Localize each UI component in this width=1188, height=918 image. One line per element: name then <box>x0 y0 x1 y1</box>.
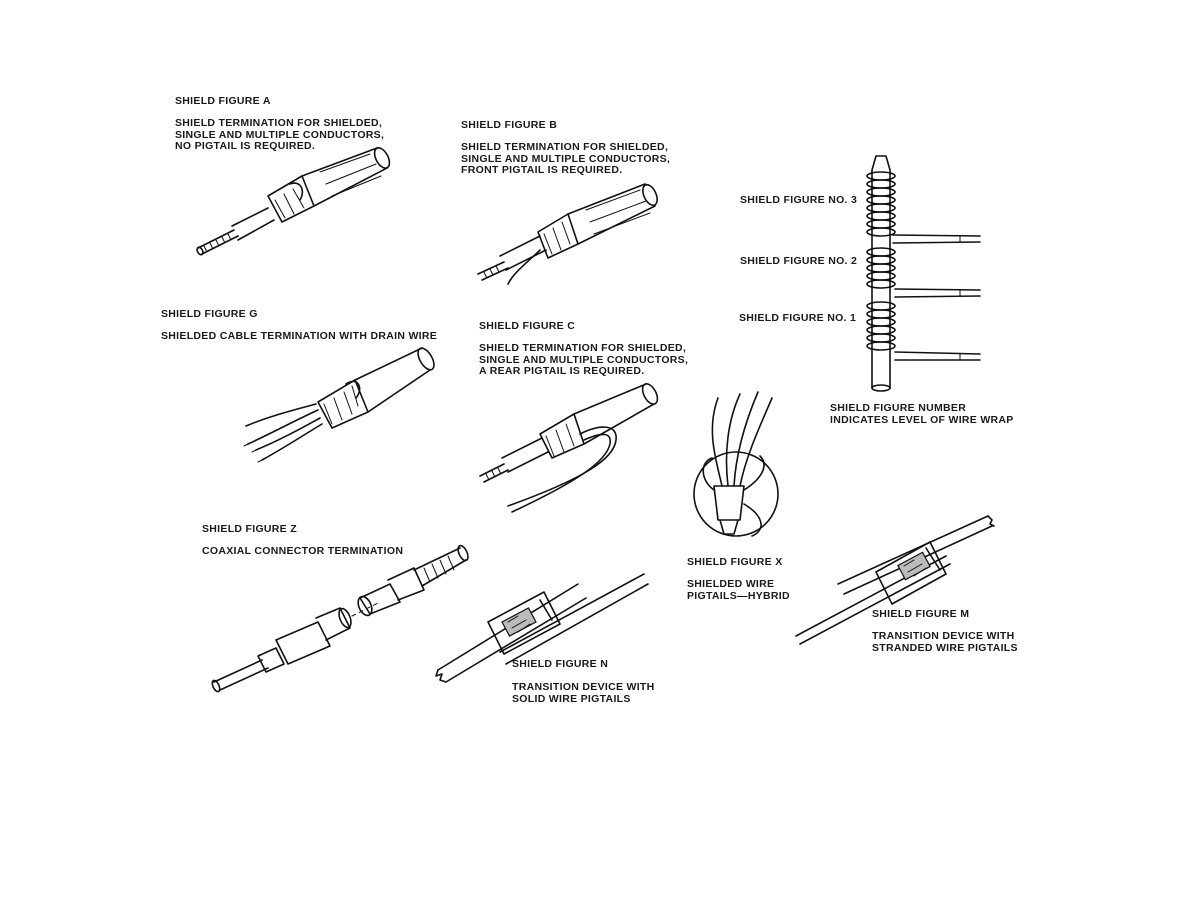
figure-b-line-2: SINGLE AND MULTIPLE CONDUCTORS, <box>461 152 671 165</box>
figure-a-line-1: SHIELD TERMINATION FOR SHIELDED, <box>175 117 383 129</box>
figure-a-line-2: SINGLE AND MULTIPLE CONDUCTORS, <box>175 128 385 141</box>
figure-g-title: SHIELD FIGURE G <box>161 308 258 320</box>
figure-m-description <box>872 631 1018 654</box>
figure-n-title: SHIELD FIGURE N <box>512 658 609 670</box>
wire-wrap-illustration <box>867 156 980 391</box>
wrap-level-2-label: SHIELD FIGURE NO. 2 <box>740 255 858 267</box>
wrap-line-2: INDICATES LEVEL OF WIRE WRAP <box>830 413 1014 426</box>
figure-c-illustration <box>480 381 660 512</box>
figure-g-illustration <box>244 346 437 462</box>
figure-b-illustration <box>478 182 660 284</box>
figure-c-line-3: A REAR PIGTAIL IS REQUIRED. <box>479 365 645 377</box>
figure-x-line-1: SHIELDED WIRE <box>687 578 775 590</box>
figure-m-line-2: STRANDED WIRE PIGTAILS <box>872 641 1018 654</box>
figure-m-line-1: TRANSITION DEVICE WITH <box>872 630 1015 642</box>
figure-b-line-3: FRONT PIGTAIL IS REQUIRED. <box>461 164 623 176</box>
figure-n-line-1: TRANSITION DEVICE WITH <box>512 681 655 693</box>
figure-g-line-1: SHIELDED CABLE TERMINATION WITH DRAIN WIRE <box>161 330 438 342</box>
figure-a-illustration <box>196 145 393 255</box>
figure-m-illustration <box>796 516 994 644</box>
figure-z-illustration <box>211 544 470 693</box>
figure-n-line-2: SOLID WIRE PIGTAILS <box>512 692 631 705</box>
figure-c-title: SHIELD FIGURE C <box>479 320 576 332</box>
figure-z-line-1: COAXIAL CONNECTOR TERMINATION <box>202 545 404 557</box>
figure-a-line-3: NO PIGTAIL IS REQUIRED. <box>175 140 316 152</box>
wrap-level-3-label: SHIELD FIGURE NO. 3 <box>740 194 858 206</box>
figure-z-title: SHIELD FIGURE Z <box>202 523 297 535</box>
wrap-line-1: SHIELD FIGURE NUMBER <box>830 402 967 414</box>
figure-z-description <box>202 546 403 558</box>
figure-x-line-2: PIGTAILS—HYBRID <box>687 589 790 602</box>
figure-b-line-1: SHIELD TERMINATION FOR SHIELDED, <box>461 141 669 153</box>
figure-x-title: SHIELD FIGURE X <box>687 556 783 568</box>
figure-b-description <box>461 142 670 177</box>
figure-a-title: SHIELD FIGURE A <box>175 95 271 107</box>
figure-c-line-2: SINGLE AND MULTIPLE CONDUCTORS, <box>479 353 689 366</box>
figure-c-description <box>479 343 688 378</box>
figure-m-title: SHIELD FIGURE M <box>872 608 970 620</box>
figure-x-description <box>687 579 790 602</box>
figure-b-title: SHIELD FIGURE B <box>461 119 558 131</box>
wrap-level-1-label: SHIELD FIGURE NO. 1 <box>739 312 857 324</box>
figure-c-line-1: SHIELD TERMINATION FOR SHIELDED, <box>479 342 687 354</box>
figure-a-description <box>175 118 384 153</box>
wrap-description <box>830 403 1014 426</box>
figure-x-illustration <box>694 392 778 536</box>
figure-n-description <box>512 682 655 705</box>
figure-g-description <box>161 331 437 343</box>
